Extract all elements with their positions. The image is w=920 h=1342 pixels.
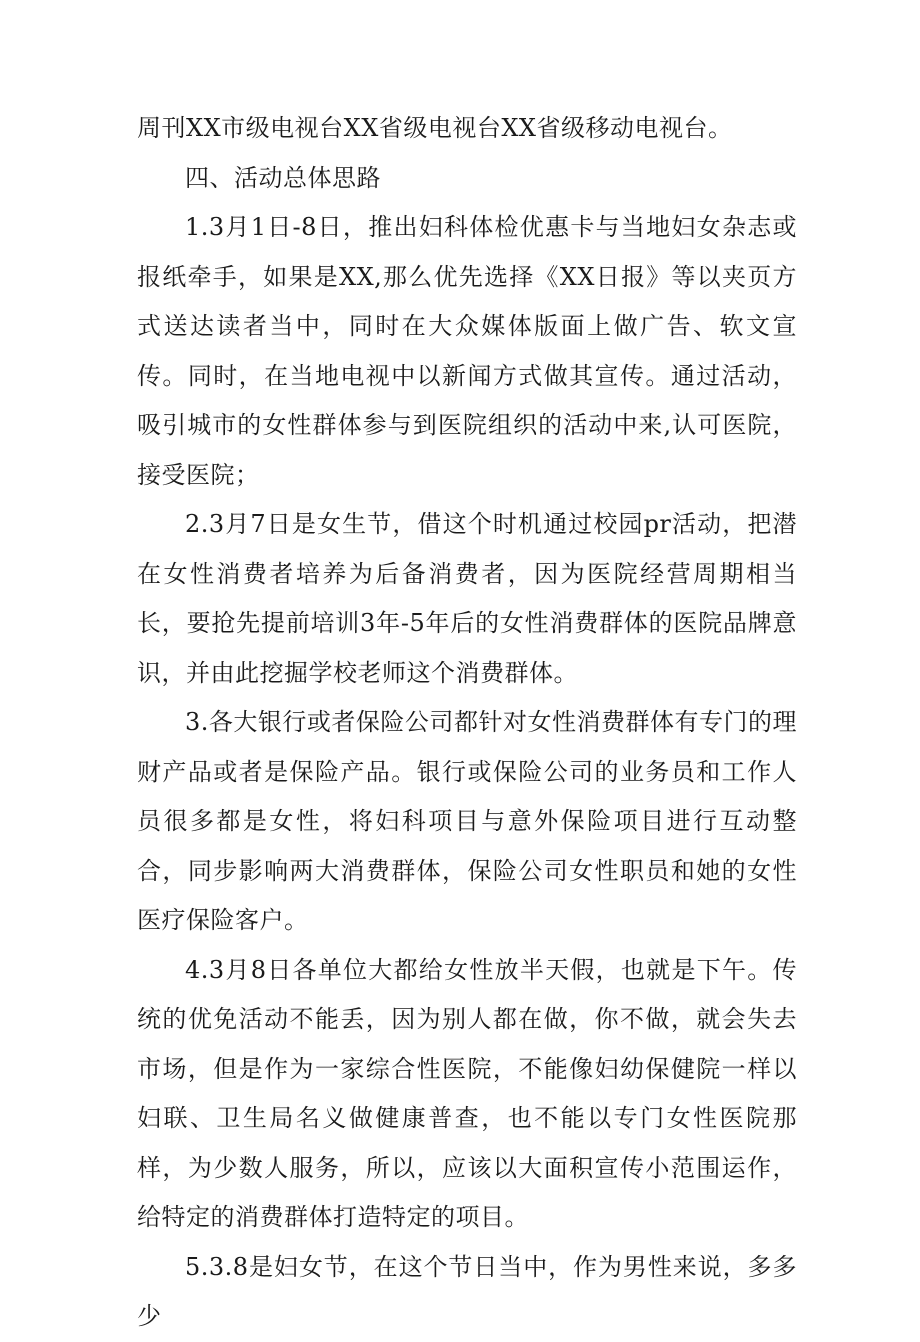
document-body xyxy=(137,104,797,1342)
paragraph-item-5: 5.3.8是妇女节，在这个节日当中，作为男性来说，多多少 xyxy=(137,1252,797,1330)
paragraph-item-1: 1.3月1日-8日，推出妇科体检优惠卡与当地妇女杂志或报纸牵手，如果是XX,那么优先选择《XX日报》等以夹页方式送达读者当中，同时在大众媒体版面上做广告、软文宣传。同时，在当地电视中以新闻方式做其宣传。通过活动，吸引城市的女性群体参与到医院组织的活动中来,认可医院，接受医院； xyxy=(137,213,797,489)
paragraph-media-list: 周刊XX市级电视台XX省级电视台XX省级移动电视台。 xyxy=(137,114,733,142)
paragraph-item-3: 3.各大银行或者保险公司都针对女性消费群体有专门的理财产品或者是保险产品。银行或保险公司的业务员和工作人员很多都是女性，将妇科项目与意外保险项目进行互动整合，同步影响两大消费群体，保险公司女性职员和她的女性医疗保险客户。 xyxy=(137,708,797,934)
paragraph-item-2: 2.3月7日是女生节，借这个时机通过校园pr活动，把潜在女性消费者培养为后备消费者，因为医院经营周期相当长，要抢先提前培训3年-5年后的女性消费群体的医院品牌意识，并由此挖掘学校老师这个消费群体。 xyxy=(137,510,797,687)
paragraph-item-4: 4.3月8日各单位大都给女性放半天假，也就是下午。传统的优免活动不能丢，因为别人都在做，你不做，就会失去市场，但是作为一家综合性医院，不能像妇幼保健院一样以妇联、卫生局名义做健康普查，也不能以专门女性医院那样，为少数人服务，所以，应该以大面积宣传小范围运作，给特定的消费群体打造特定的项目。 xyxy=(137,955,797,1231)
section-heading: 四、活动总体思路 xyxy=(185,163,381,192)
